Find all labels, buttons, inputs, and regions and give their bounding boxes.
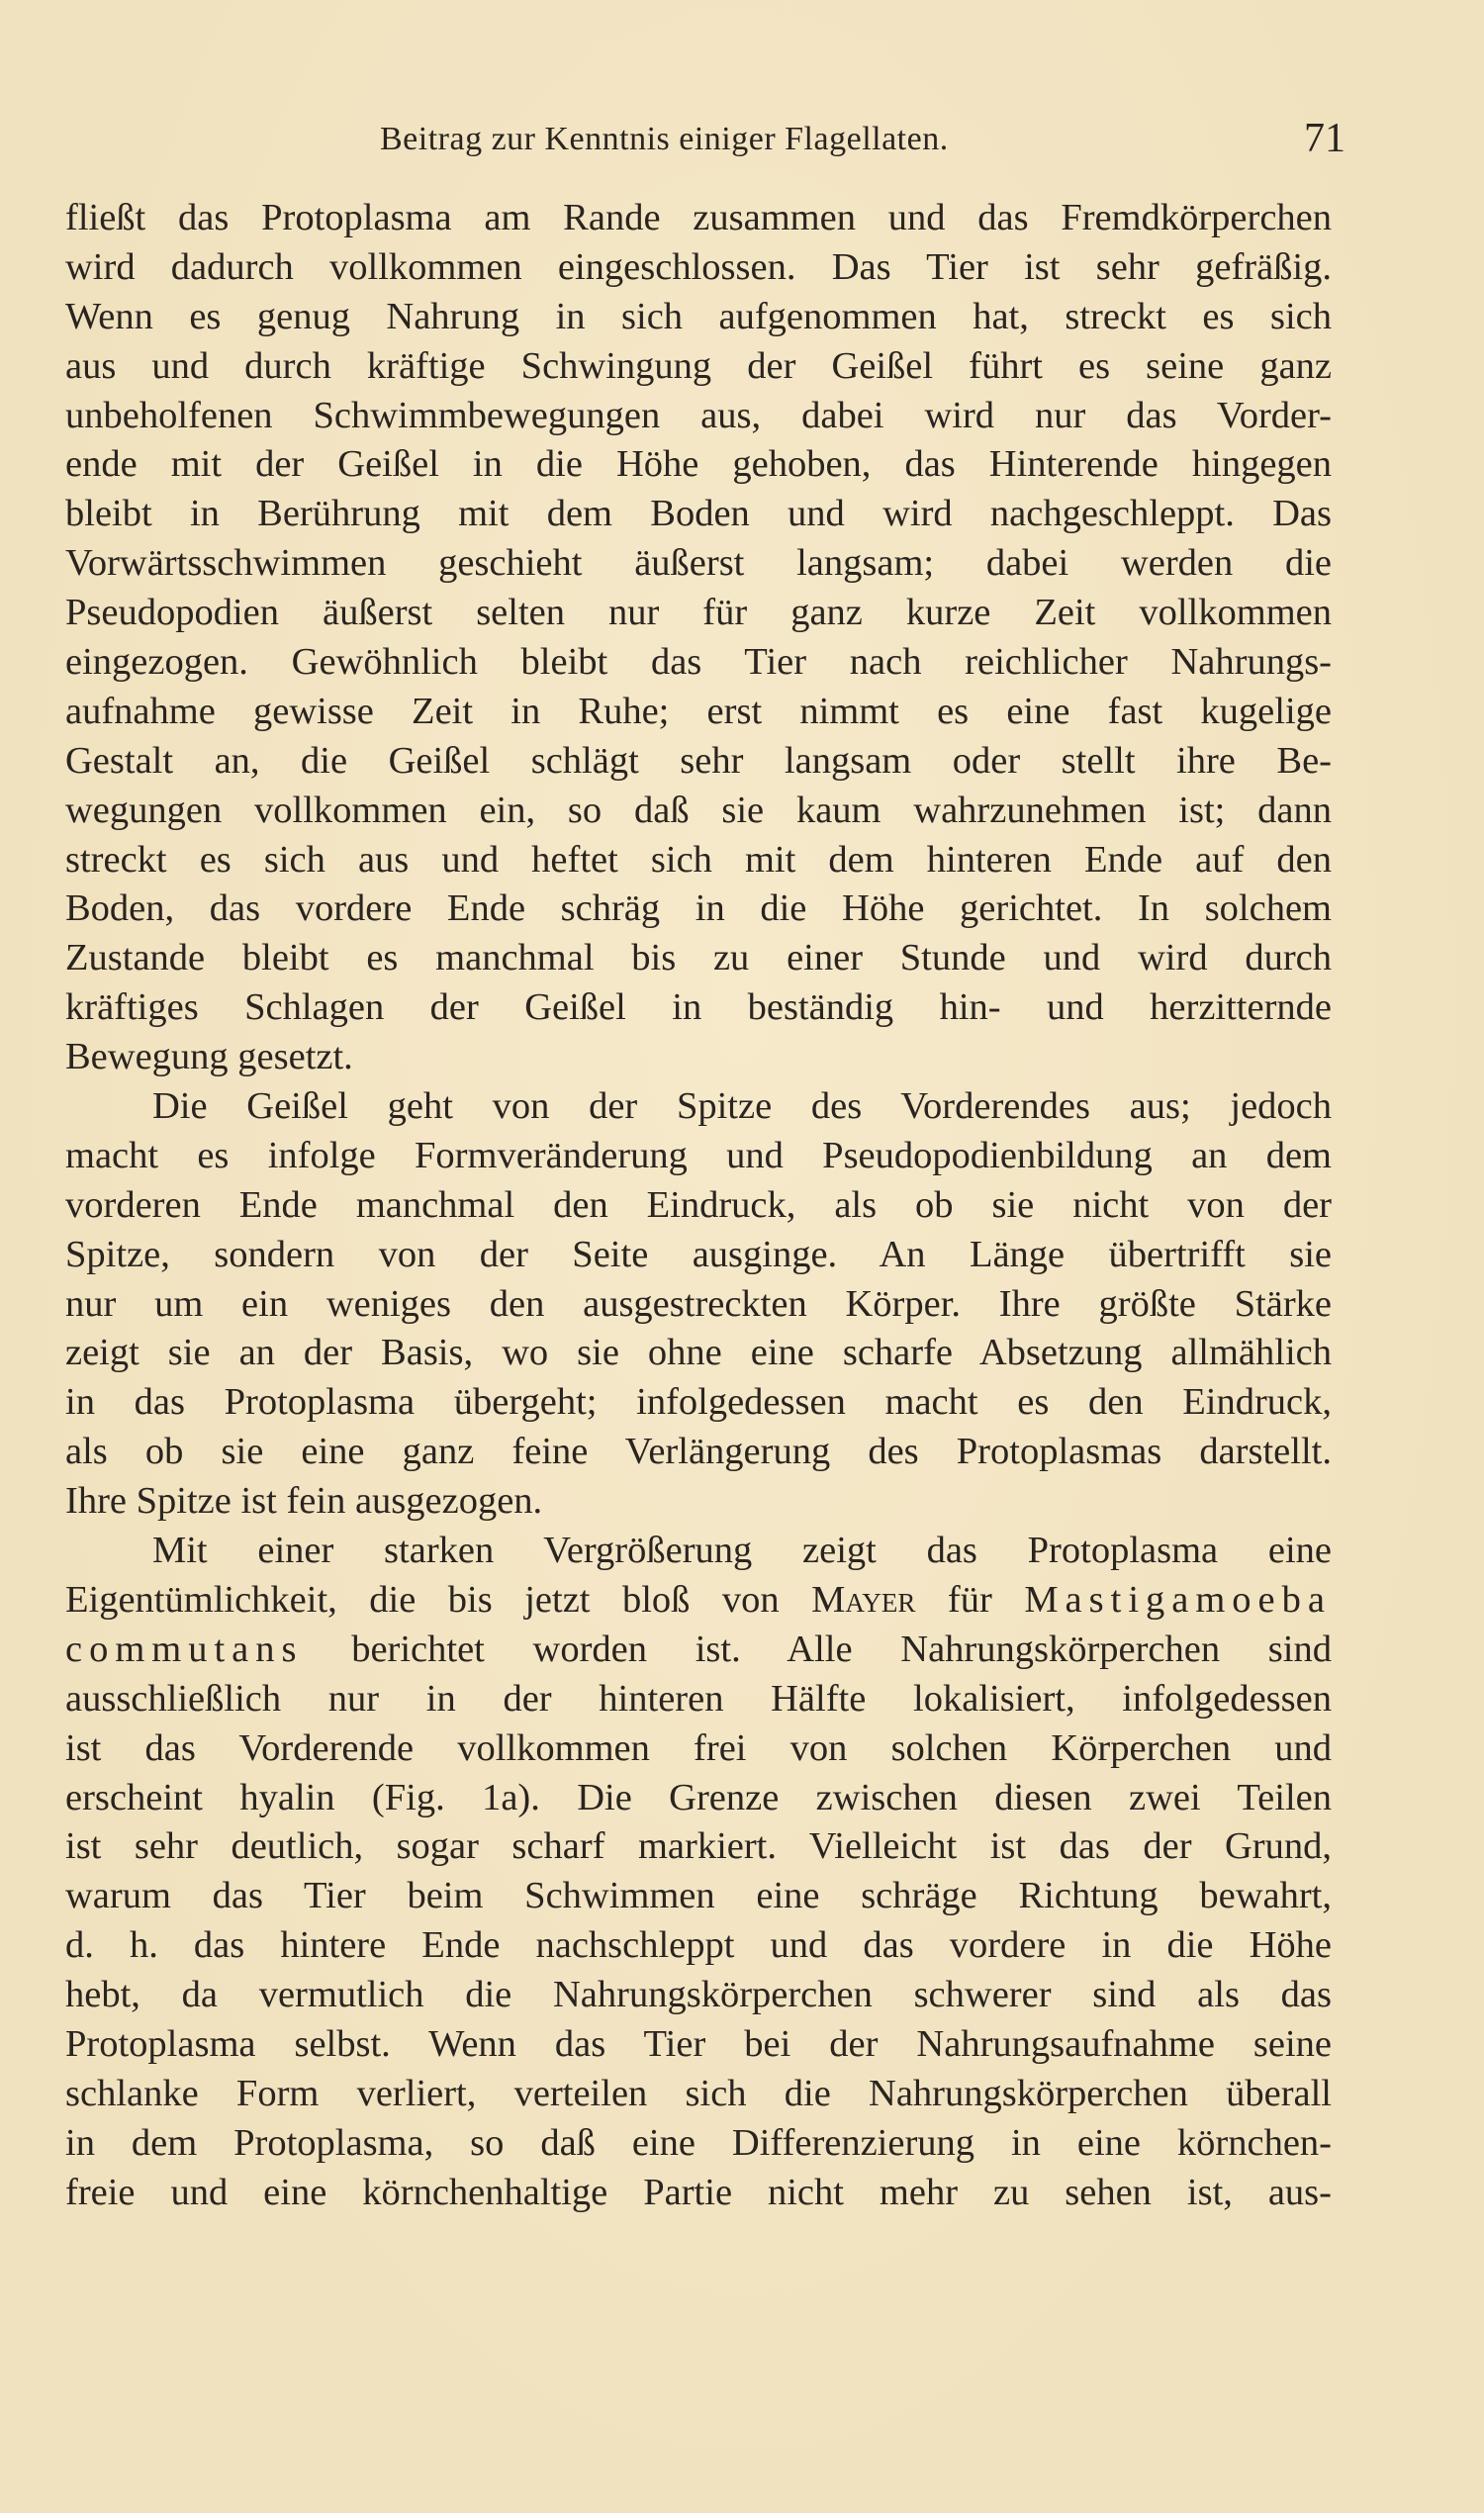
text-line: hebt, da vermutlich die Nahrungskörperchen schwerer sind als das (65, 1974, 1332, 2016)
species-name: commutans (65, 1628, 304, 1670)
text-line: ausschließlich nur in der hinteren Hälfte lokalisiert, infolgedessen (65, 1677, 1332, 1720)
text-line: nur um ein weniges den ausgestreckten Körper. Ihre größte Stärke (65, 1282, 1332, 1325)
text-line (65, 1626, 1332, 1675)
genus-name: Mastigamoeba (1024, 1578, 1332, 1621)
text-line: fließt das Protoplasma am Rande zusammen und das Fremdkörperchen (65, 197, 1332, 238)
running-head-title: Beitrag zur Kenntnis einiger Flagellaten. (380, 121, 949, 157)
text-line: freie und eine körnchenhaltige Partie nicht mehr zu sehen ist, aus- (65, 2171, 1332, 2213)
text-line: streckt es sich aus und heftet sich mit dem hinteren Ende auf den (65, 838, 1332, 881)
text-segment: Eigentümlichkeit, die bis jetzt bloß von (65, 1578, 812, 1621)
text-line: Boden, das vordere Ende schräg in die Höhe gerichtet. In solchem (65, 887, 1332, 930)
text-line: eingezogen. Gewöhnlich bleibt das Tier nach reichlicher Nahrungs- (65, 641, 1332, 684)
text-segment: für (915, 1578, 1025, 1621)
text-line: Pseudopodien äußerst selten nur für ganz kurze Zeit vollkommen (65, 592, 1332, 634)
paragraph-1 (65, 194, 1332, 1082)
paragraph-3 (65, 1527, 1332, 2217)
page-number: 71 (1304, 116, 1345, 161)
text-line: Zustande bleibt es manchmal bis zu einer Stunde und wird durch (65, 937, 1332, 979)
text-line: schlanke Form verliert, verteilen sich die Nahrungskörperchen überall (65, 2072, 1332, 2114)
text-line: unbeholfenen Schwimmbewegungen aus, dabei wird nur das Vorder- (65, 394, 1332, 436)
text-line: Gestalt an, die Geißel schlägt sehr langsam oder stellt ihre Be- (65, 739, 1332, 782)
text-line: wegungen vollkommen ein, so daß sie kaum wahrzunehmen ist; dann (65, 789, 1332, 831)
text-line: erscheint hyalin (Fig. 1a). Die Grenze zwischen diesen zwei Teilen (65, 1776, 1332, 1818)
text-line: Mit einer starken Vergrößerung zeigt das Protoplasma eine (152, 1530, 1332, 1572)
text-line: macht es infolge Formveränderung und Pseudopodienbildung an dem (65, 1134, 1332, 1176)
text-line: Protoplasma selbst. Wenn das Tier bei der Nahrungsaufnahme seine (65, 2022, 1332, 2065)
text-line: ende mit der Geißel in die Höhe gehoben, das Hinterende hingegen (65, 443, 1332, 486)
text-line: d. h. das hintere Ende nachschleppt und das vordere in die Höhe (65, 1924, 1332, 1967)
body-text (65, 194, 1332, 2218)
text-line (65, 1576, 1332, 1626)
text-segment: berichtet worden ist. Alle Nahrungskörperchen sind (303, 1628, 1332, 1670)
text-line: kräftiges Schlagen der Geißel in beständig hin- und herzitternde (65, 986, 1332, 1029)
text-line: vorderen Ende manchmal den Eindruck, als ob sie nicht von der (65, 1183, 1332, 1226)
text-line: in das Protoplasma übergeht; infolgedessen macht es den Eindruck, (65, 1381, 1332, 1424)
text-line: aufnahme gewisse Zeit in Ruhe; erst nimmt es eine fast kugelige (65, 690, 1332, 732)
text-line: bleibt in Berührung mit dem Boden und wird nachgeschleppt. Das (65, 493, 1332, 535)
text-line: Bewegung gesetzt. (65, 1036, 353, 1078)
text-line: als ob sie eine ganz feine Verlängerung des Protoplasmas darstellt. (65, 1431, 1332, 1473)
text-line: Vorwärtsschwimmen geschieht äußerst langsam; dabei werden die (65, 542, 1332, 585)
text-line: wird dadurch vollkommen eingeschlossen. Das Tier ist sehr gefräßig. (65, 245, 1332, 288)
text-line: in dem Protoplasma, so daß eine Differenzierung in eine körnchen- (65, 2121, 1332, 2164)
text-line: Spitze, sondern von der Seite ausginge. An Länge übertrifft sie (65, 1233, 1332, 1275)
text-line: Ihre Spitze ist fein ausgezogen. (65, 1480, 543, 1523)
text-line: ist das Vorderende vollkommen frei von solchen Körperchen und (65, 1726, 1332, 1769)
text-line: Wenn es genug Nahrung in sich aufgenommen hat, streckt es sich (65, 295, 1332, 337)
text-line: warum das Tier beim Schwimmen eine schräge Richtung bewahrt, (65, 1875, 1332, 1917)
text-line: aus und durch kräftige Schwingung der Geißel führt es seine ganz (65, 344, 1332, 387)
author-name: Mayer (811, 1578, 916, 1621)
text-line: ist sehr deutlich, sogar scharf markiert. Vielleicht ist das der Grund, (65, 1825, 1332, 1868)
text-line: Die Geißel geht von der Spitze des Vorderendes aus; jedoch (152, 1085, 1332, 1128)
text-line: zeigt sie an der Basis, wo sie ohne eine scharfe Absetzung allmählich (65, 1332, 1332, 1374)
running-head (0, 116, 1484, 170)
paragraph-2 (65, 1082, 1332, 1527)
